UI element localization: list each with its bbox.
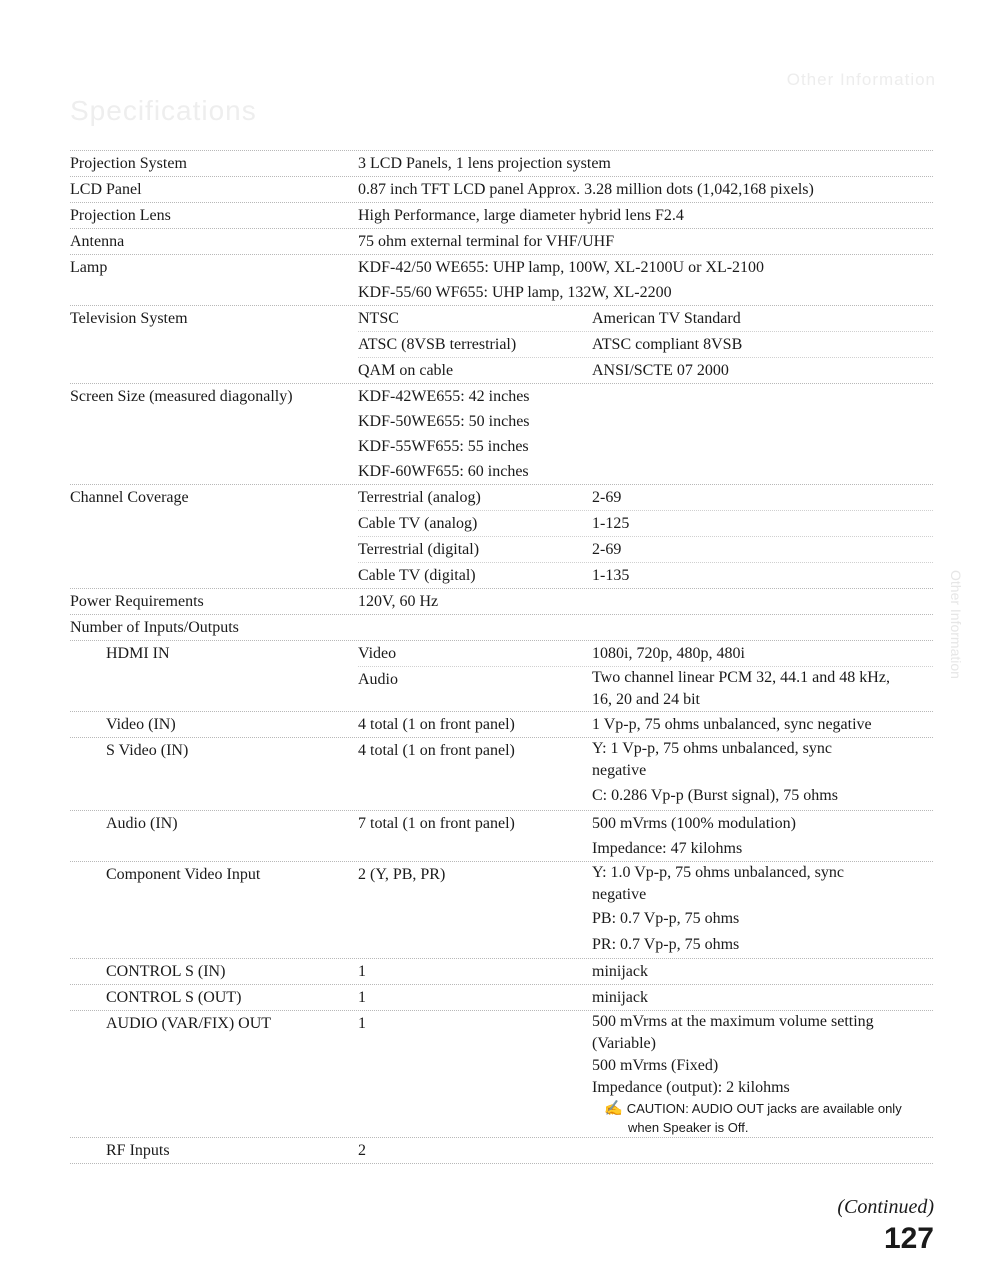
continued-note: (Continued): [837, 1196, 934, 1218]
spec-label: LCD Panel: [70, 181, 142, 198]
spec-row-television-system: [70, 305, 933, 383]
side-tab: Other Information: [948, 570, 964, 679]
spec-subrow: [358, 357, 933, 383]
spec-value: 2: [358, 1142, 366, 1159]
spec-subrow: [358, 331, 933, 357]
spec-value: Impedance (output): 2 kilohms: [592, 1079, 790, 1096]
caution-text: when Speaker is Off.: [628, 1120, 749, 1135]
spec-value: 75 ohm external terminal for VHF/UHF: [358, 233, 615, 250]
spec-subrow: [358, 666, 933, 711]
spec-row-projection-lens: [70, 202, 933, 228]
spec-row-component: [70, 861, 933, 958]
spec-row-power: [70, 588, 933, 614]
spec-row-screen-size: [70, 383, 933, 484]
spec-value: minijack: [592, 989, 648, 1006]
spec-label: CONTROL S (OUT): [106, 989, 242, 1006]
spec-value: PB: 0.7 Vp-p, 75 ohms: [592, 910, 740, 927]
spec-value: 1: [358, 1015, 366, 1032]
spec-value: High Performance, large diameter hybrid lens F2.4: [358, 207, 684, 224]
spec-value: KDF-50WE655: 50 inches: [358, 413, 530, 430]
spec-value: Y: 1 Vp-p, 75 ohms unbalanced, sync: [592, 740, 832, 757]
spec-subrow: [358, 641, 933, 666]
spec-label: Television System: [70, 310, 188, 327]
spec-label: AUDIO (VAR/FIX) OUT: [106, 1015, 272, 1032]
spec-subrow: [358, 510, 933, 536]
spec-row-io: [70, 614, 933, 640]
spec-value: Cable TV (analog): [358, 515, 478, 532]
spec-value: ATSC (8VSB terrestrial): [358, 336, 517, 353]
spec-label: Antenna: [70, 233, 125, 250]
spec-value: 120V, 60 Hz: [358, 593, 439, 610]
spec-value: KDF-42WE655: 42 inches: [358, 388, 530, 405]
spec-value: 500 mVrms (100% modulation): [592, 815, 796, 832]
spec-value: Audio: [358, 671, 398, 688]
spec-value: Two channel linear PCM 32, 44.1 and 48 kHz,: [592, 669, 890, 686]
spec-value: 500 mVrms at the maximum volume setting: [592, 1013, 874, 1030]
spec-value: ANSI/SCTE 07 2000: [592, 362, 729, 379]
spec-label: Video (IN): [106, 716, 176, 733]
spec-row-control-s-in: [70, 958, 933, 984]
spec-row-video-in: [70, 711, 933, 737]
spec-value: 4 total (1 on front panel): [358, 742, 515, 759]
spec-value: 1: [358, 963, 366, 980]
spec-row-lamp: [70, 254, 933, 305]
spec-label: Projection System: [70, 155, 187, 172]
spec-label: Screen Size (measured diagonally): [70, 388, 293, 405]
spec-value: QAM on cable: [358, 362, 454, 379]
spec-value: Y: 1.0 Vp-p, 75 ohms unbalanced, sync: [592, 864, 844, 881]
caution-note: [592, 1099, 933, 1137]
spec-label: S Video (IN): [106, 742, 189, 759]
spec-label: HDMI IN: [106, 645, 170, 662]
spec-label: Component Video Input: [106, 866, 261, 883]
spec-value: Video: [358, 645, 397, 662]
spec-value: 4 total (1 on front panel): [358, 716, 515, 733]
spec-label: Channel Coverage: [70, 489, 189, 506]
spec-label: Audio (IN): [106, 815, 178, 832]
spec-value: 1-135: [592, 567, 630, 584]
spec-row-hdmi: [70, 640, 933, 711]
spec-row-projection-system: [70, 150, 933, 176]
spec-value: minijack: [592, 963, 648, 980]
spec-value: KDF-55/60 WF655: UHP lamp, 132W, XL-2200: [358, 284, 672, 301]
spec-value: (Variable): [592, 1035, 656, 1052]
spec-value: ATSC compliant 8VSB: [592, 336, 743, 353]
spec-value: 1080i, 720p, 480p, 480i: [592, 645, 745, 662]
spec-label: RF Inputs: [106, 1142, 170, 1159]
spec-value: 1 Vp-p, 75 ohms unbalanced, sync negative: [592, 716, 872, 733]
spec-subrow: [358, 536, 933, 562]
page-title: Specifications: [70, 95, 257, 126]
spec-value: 2-69: [592, 489, 622, 506]
spec-value: C: 0.286 Vp-p (Burst signal), 75 ohms: [592, 787, 838, 804]
page-number: 127: [883, 1222, 934, 1255]
spec-value: NTSC: [358, 310, 399, 327]
spec-value: KDF-60WF655: 60 inches: [358, 463, 529, 480]
spec-value: 500 mVrms (Fixed): [592, 1057, 719, 1074]
spec-row-channel-coverage: [70, 484, 933, 588]
section-header: Other Information: [786, 70, 936, 89]
spec-value: Terrestrial (analog): [358, 489, 481, 506]
spec-value: Impedance: 47 kilohms: [592, 840, 743, 857]
spec-value: 1: [358, 989, 366, 1006]
spec-row-audio-out: [70, 1010, 933, 1137]
spec-row-control-s-out: [70, 984, 933, 1010]
spec-row-audio-in: [70, 810, 933, 861]
spec-value: 7 total (1 on front panel): [358, 815, 515, 832]
spec-label: Number of Inputs/Outputs: [70, 619, 239, 636]
spec-value: PR: 0.7 Vp-p, 75 ohms: [592, 936, 740, 953]
spec-value: Terrestrial (digital): [358, 541, 480, 558]
spec-value: 3 LCD Panels, 1 lens projection system: [358, 155, 611, 172]
spec-value: negative: [592, 886, 647, 903]
spec-value: 2 (Y, PB, PR): [358, 866, 446, 883]
spec-row-rf-inputs: [70, 1137, 933, 1164]
spec-value: Cable TV (digital): [358, 567, 476, 584]
spec-row-svideo-in: [70, 737, 933, 810]
spec-subrow: [358, 306, 933, 331]
spec-value: negative: [592, 762, 647, 779]
spec-subrow: [358, 485, 933, 510]
spec-subrow: [358, 562, 933, 588]
spec-value: 16, 20 and 24 bit: [592, 691, 700, 708]
spec-label: Power Requirements: [70, 593, 204, 610]
spec-value: American TV Standard: [592, 310, 741, 327]
spec-row-antenna: [70, 228, 933, 254]
spec-value: KDF-55WF655: 55 inches: [358, 438, 529, 455]
spec-value: 2-69: [592, 541, 622, 558]
spec-row-lcd-panel: [70, 176, 933, 202]
spec-label: Projection Lens: [70, 207, 171, 224]
pencil-note-icon: ✍: [604, 1100, 623, 1117]
caution-text: CAUTION: AUDIO OUT jacks are available only: [626, 1101, 902, 1116]
spec-value: KDF-42/50 WE655: UHP lamp, 100W, XL-2100U or XL-2100: [358, 259, 765, 276]
spec-value: 0.87 inch TFT LCD panel Approx. 3.28 million dots (1,042,168 pixels): [358, 181, 814, 198]
spec-table: [70, 150, 933, 1164]
spec-value: 1-125: [592, 515, 630, 532]
spec-label: Lamp: [70, 259, 108, 276]
spec-label: CONTROL S (IN): [106, 963, 226, 980]
